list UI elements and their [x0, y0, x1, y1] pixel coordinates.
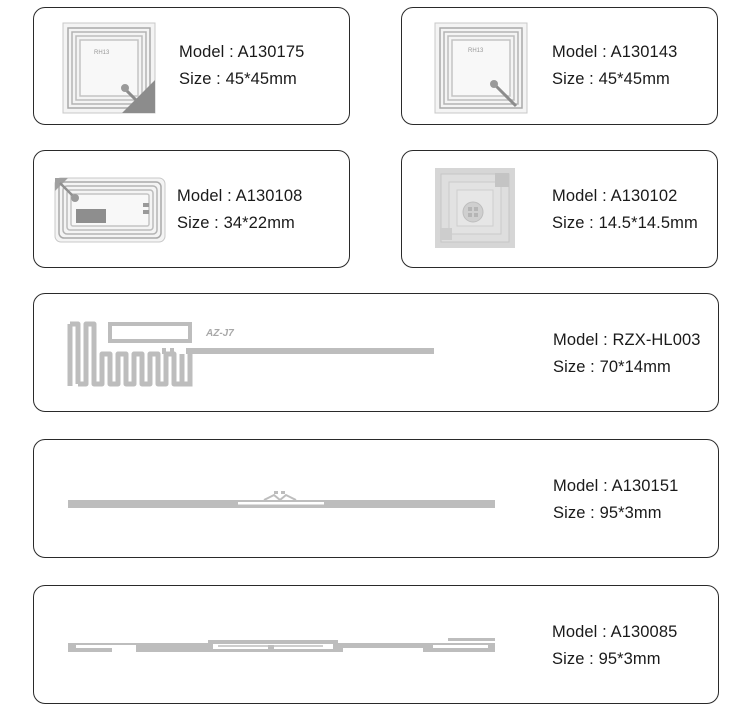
product-info [552, 619, 677, 673]
separator: : [585, 504, 600, 522]
size-value: 45*45mm [598, 70, 670, 88]
thin-strip-antenna-image [68, 490, 496, 512]
separator: : [597, 43, 611, 61]
rectangular-inlay-tag-image [54, 177, 166, 243]
product-info [553, 327, 701, 381]
meander-uhf-antenna-image [66, 320, 436, 390]
separator: : [597, 187, 611, 205]
size-label: Size [553, 358, 586, 376]
model-label: Model [179, 43, 225, 61]
separator: : [598, 331, 613, 349]
separator: : [585, 358, 600, 376]
product-info [553, 473, 678, 527]
size-label: Size [553, 504, 586, 522]
size-label: Size [179, 70, 212, 88]
product-info [552, 183, 698, 237]
model-label: Model [552, 187, 598, 205]
size-label: Size [552, 214, 585, 232]
product-card [33, 585, 719, 704]
product-card [33, 7, 350, 125]
separator: : [598, 477, 612, 495]
model-label: Model [177, 187, 223, 205]
separator: : [222, 187, 236, 205]
separator: : [584, 70, 599, 88]
model-value: A130143 [610, 43, 678, 61]
product-info [177, 183, 302, 237]
separator: : [584, 650, 599, 668]
product-card [33, 293, 719, 412]
model-label: Model [553, 331, 599, 349]
thin-strip-antenna-image [68, 636, 496, 656]
product-card [33, 439, 719, 558]
model-value: A130108 [235, 187, 303, 205]
product-info [552, 39, 677, 93]
model-label: Model [552, 43, 598, 61]
model-value: A130085 [610, 623, 678, 641]
size-label: Size [552, 70, 585, 88]
product-card [401, 7, 718, 125]
model-value: A130151 [611, 477, 679, 495]
antenna-marking: AZ-J7 [206, 328, 234, 339]
size-value: 14.5*14.5mm [598, 214, 698, 232]
separator: : [584, 214, 599, 232]
svg-text:RH13: RH13 [468, 48, 484, 54]
square-inlay-tag-image [62, 22, 156, 114]
separator: : [211, 70, 226, 88]
size-value: 34*22mm [223, 214, 295, 232]
size-value: 45*45mm [225, 70, 297, 88]
size-value: 70*14mm [599, 358, 671, 376]
product-card [33, 150, 350, 268]
size-label: Size [177, 214, 210, 232]
model-value: A130102 [610, 187, 678, 205]
separator: : [597, 623, 611, 641]
model-value: A130175 [237, 43, 305, 61]
small-chip-tag-image [435, 168, 515, 248]
size-value: 95*3mm [598, 650, 661, 668]
square-inlay-tag-image [434, 22, 528, 114]
separator: : [224, 43, 238, 61]
model-value: RZX-HL003 [612, 331, 701, 349]
size-label: Size [552, 650, 585, 668]
model-label: Model [553, 477, 599, 495]
product-info [179, 39, 304, 93]
size-value: 95*3mm [599, 504, 662, 522]
model-label: Model [552, 623, 598, 641]
product-card [401, 150, 718, 268]
separator: : [209, 214, 224, 232]
svg-text:RH13: RH13 [94, 50, 110, 56]
